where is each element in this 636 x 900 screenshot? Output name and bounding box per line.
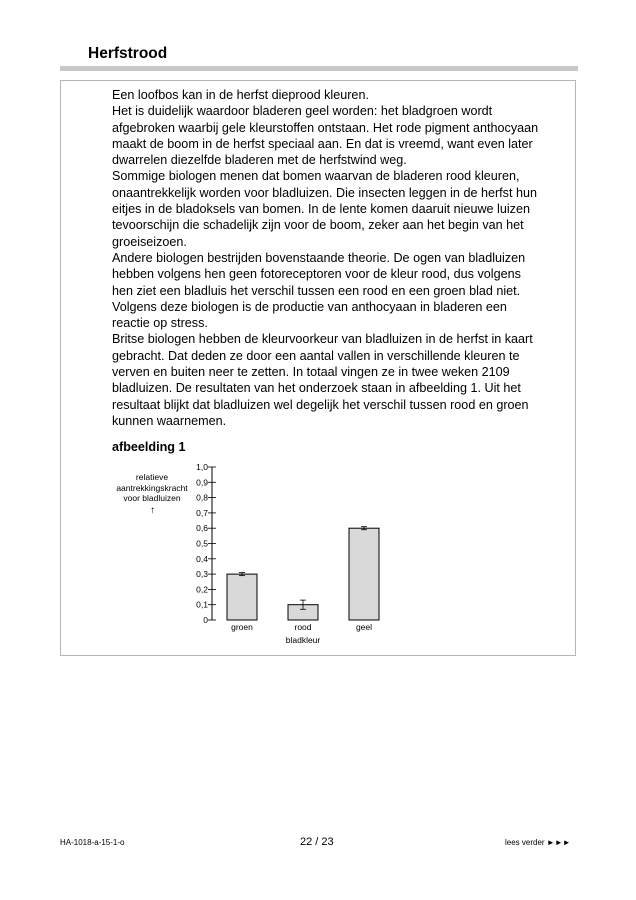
paragraph: Een loofbos kan in de herfst dieprood kleuren. (112, 88, 369, 102)
exam-code: HA-1018-a-15-1-o (60, 838, 125, 847)
x-axis-label: bladkleur (285, 635, 321, 645)
x-tick-label: groen (231, 622, 253, 632)
y-tick-label: 1,0 (196, 462, 208, 472)
y-tick-label: 0,8 (196, 492, 208, 503)
ylabel-line: voor bladluizen (123, 493, 181, 503)
y-tick-label: 0,9 (196, 477, 208, 488)
continue-label: lees verder ►►► (505, 838, 571, 847)
y-tick-label: 0,1 (196, 599, 208, 610)
paragraph: Het is duidelijk waardoor bladeren geel worden: het bladgroen wordt afgebroken waarbij gele kleurstoffen ontstaan. Het rode pigment anthocyaan maakt de boom in de herfst speciaal aan. En dat is vreemd, want even later dwarrelen diezelfde bladeren met de herfstwind weg. (112, 104, 539, 168)
y-tick-label: 0 (203, 615, 208, 625)
figure-title: afbeelding 1 (112, 440, 186, 454)
page-title: Herfstrood (88, 45, 168, 62)
y-tick-label: 0,6 (196, 523, 208, 534)
y-tick-label: 0,5 (196, 538, 208, 549)
ylabel-line: aantrekkingskracht (116, 482, 188, 493)
x-tick-label: rood (294, 622, 312, 632)
y-tick-label: 0,2 (196, 584, 208, 595)
paragraph: Britse biologen hebben de kleurvoorkeur van bladluizen in de herfst in kaart gebracht. Dat deden ze door een aantal vallen in verschillende kleuren te verven en buiten neer te zetten. In totaal vingen ze in twee weken 2109 bladluizen. De resultaten van het onderzoek staan in afbeelding 1. Uit het resultaat blijkt dat bladluizen wel degelijk het verschil tussen rood en groen kunnen waarnemen. (112, 332, 533, 428)
arrow-up-icon: ↑ (150, 505, 155, 516)
bar-groen (227, 574, 257, 620)
paragraph: Sommige biologen menen dat bomen waarvan de bladeren rood kleuren, onaantrekkelijk worden voor bladluizen. Die insecten leggen in de herfst hun eitjes in de bladoksels van bomen. In de lente komen daaruit nieuwe luizen tevoorschijn die schadelijk zijn voor de boom, zeker aan het begin van het groeiseizoen. (112, 169, 537, 249)
ylabel-line: relatieve (135, 472, 169, 482)
x-tick-label: geel (355, 622, 373, 632)
y-tick-label: 0,4 (196, 553, 208, 564)
paragraph: Andere biologen bestrijden bovenstaande theorie. De ogen van bladluizen hebben volgens hen geen fotoreceptoren voor de kleur rood, dus volgens hen ziet een bladluis het verschil tussen een rood en een groen blad niet. Volgens deze biologen is de productie van anthocyaan in bladeren een reactie op stress. (112, 250, 526, 331)
y-tick-label: 0,7 (196, 507, 208, 518)
page-number: 22 / 23 (300, 836, 334, 848)
bar-geel (349, 528, 379, 620)
y-tick-label: 0,3 (196, 569, 208, 580)
